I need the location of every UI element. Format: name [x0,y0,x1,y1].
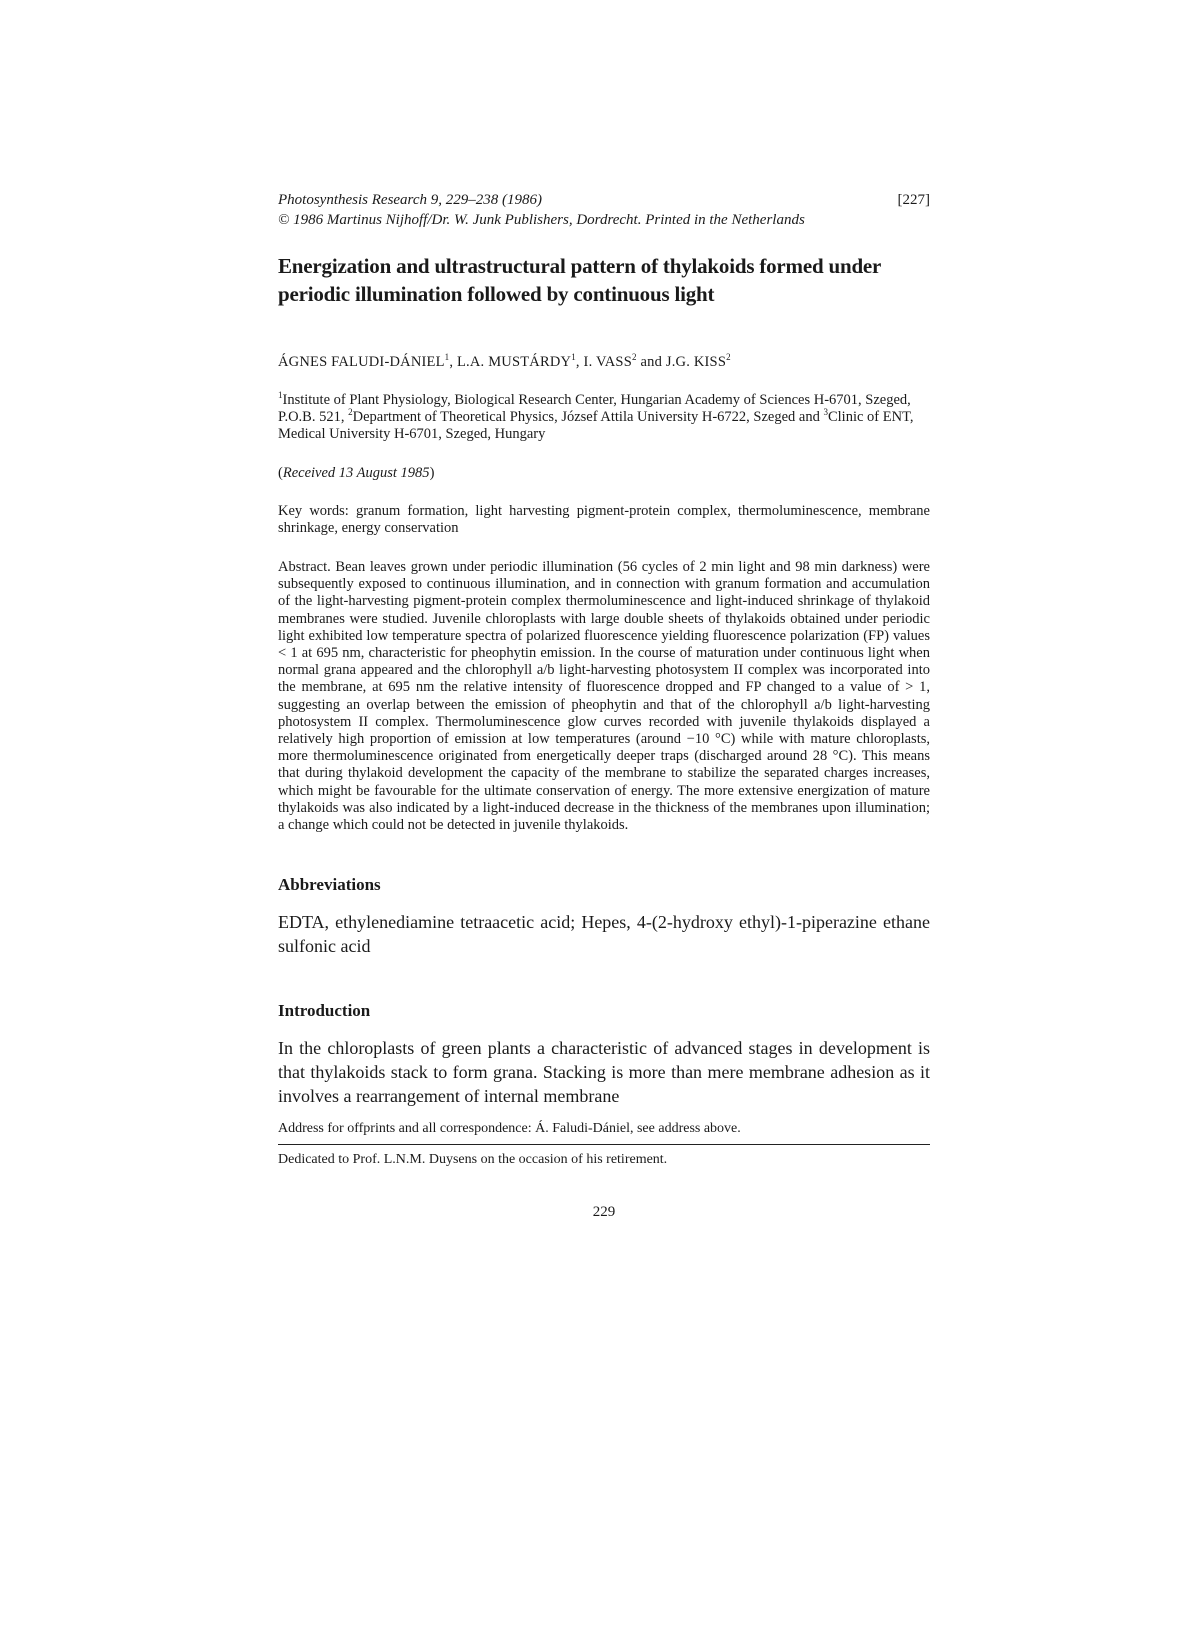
author-list [278,352,930,372]
author-affiliation-mark: 1 [444,352,450,363]
author-name: ÁGNES FALUDI-DÁNIEL [278,354,445,370]
keywords-label: Key words: [278,503,349,519]
author-separator: , [449,354,457,370]
affiliation-block [278,392,930,443]
author-name: J.G. KISS [665,354,727,370]
affiliation-text: Clinic of ENT, Medical University H-6701, Szeged, Hungary [278,409,914,442]
received-open-paren: ( [278,465,283,481]
abstract-label: Abstract. [278,559,331,575]
introduction-heading: Introduction [278,1001,371,1021]
affiliation-mark: 1 [278,390,283,401]
article-page [278,190,930,1221]
keywords-block [278,503,930,537]
received-close-paren: ) [429,465,435,481]
copyright-line: © 1986 Martinus Nijhoff/Dr. W. Junk Publishers, Dordrecht. Printed in the Netherlands [278,212,805,228]
affiliation-text: Department of Theoretical Physics, József Attila University H-6722, Szeged and [352,409,824,425]
introduction-text: In the chloroplasts of green plants a characteristic of advanced stages in development is that thylakoids stack to form grana. Stacking is more than mere membrane adhesion as it involves a rearrangement of internal membrane [278,1038,930,1107]
author-name: L.A. MUSTÁRDY [457,354,572,370]
author-name: I. VASS [583,354,632,370]
affiliation-mark: 3 [823,407,828,418]
author-separator: and [636,354,666,370]
journal-citation: Photosynthesis Research 9, 229–238 (1986) [278,192,542,208]
journal-header [278,190,930,230]
dedication-footnote: Dedicated to Prof. L.N.M. Duysens on the occasion of his retirement. [278,1152,668,1168]
footnote-divider [278,1144,930,1145]
author-affiliation-mark: 1 [571,352,576,363]
affiliation-text: Institute of Plant Physiology, Biological Research Center, Hungarian Academy of Sciences H-6701, Szeged, P.O.B. 521, [278,392,911,425]
abbreviations-text: EDTA, ethylenediamine tetraacetic acid; Hepes, 4-(2-hydroxy ethyl)-1-piperazine ethane sulfonic acid [278,912,930,957]
keywords-text: granum formation, light harvesting pigment-protein complex, thermoluminescence, membrane shrinkage, energy conservation [278,503,930,536]
affiliation-mark: 2 [348,407,353,418]
journal-page-bracket: [227] [897,192,930,208]
received-text: Received 13 August 1985 [282,465,430,481]
abstract-block [278,559,930,834]
author-affiliation-mark: 2 [726,352,731,363]
abstract-text: Bean leaves grown under periodic illumination (56 cycles of 2 min light and 98 min darkness) were subsequently exposed to continuous illumination, and in connection with granum formation and accumulation of the light-harvesting pigment-protein complex thermoluminescence and light-induced shrinkage of thylakoid membranes were studied. Juvenile chloroplasts with large double sheets of thylakoids obtained under periodic light exhibited low temperature spectra of polarized fluorescence yielding fluorescence polarization (FP) values < 1 at 695 nm, characteristic for pheophytin emission. In the course of maturation under continuous light when normal grana appeared and the chlorophyll a/b light-harvesting photosystem II complex was incorporated into the membrane, at 695 nm the relative intensity of fluorescence dropped and FP changed to a value of > 1, suggesting an overlap between the emission of pheophytin and that of the chlorophyll a/b light-harvesting photosystem II complex. Thermoluminescence glow curves recorded with juvenile thylakoids displayed a relatively high proportion of emission at low temperatures (around −10 °C) while with mature chloroplasts, more thermoluminescence originated from energetically deeper traps (discharged around 28 °C). This means that during thylakoid development the capacity of the membrane to stabilize the separated charges increases, which might be favourable for the ultimate conservation of energy. The more extensive energization of mature thylakoids was also indicated by a light-induced decrease in the thickness of the membranes upon illumination; a change which could not be detected in juvenile thylakoids. [278,559,930,834]
page-number: 229 [592,1204,616,1221]
correspondence-footnote: Address for offprints and all correspondence: Á. Faludi-Dániel, see address above. [278,1121,741,1137]
article-title: Energization and ultrastructural pattern of thylakoids formed under periodic illumination followed by continuous light [278,254,881,306]
abbreviations-heading: Abbreviations [278,875,381,895]
author-affiliation-mark: 2 [631,352,637,363]
author-separator: , [575,354,584,370]
received-date [278,464,930,482]
journal-citation-line [278,190,930,210]
